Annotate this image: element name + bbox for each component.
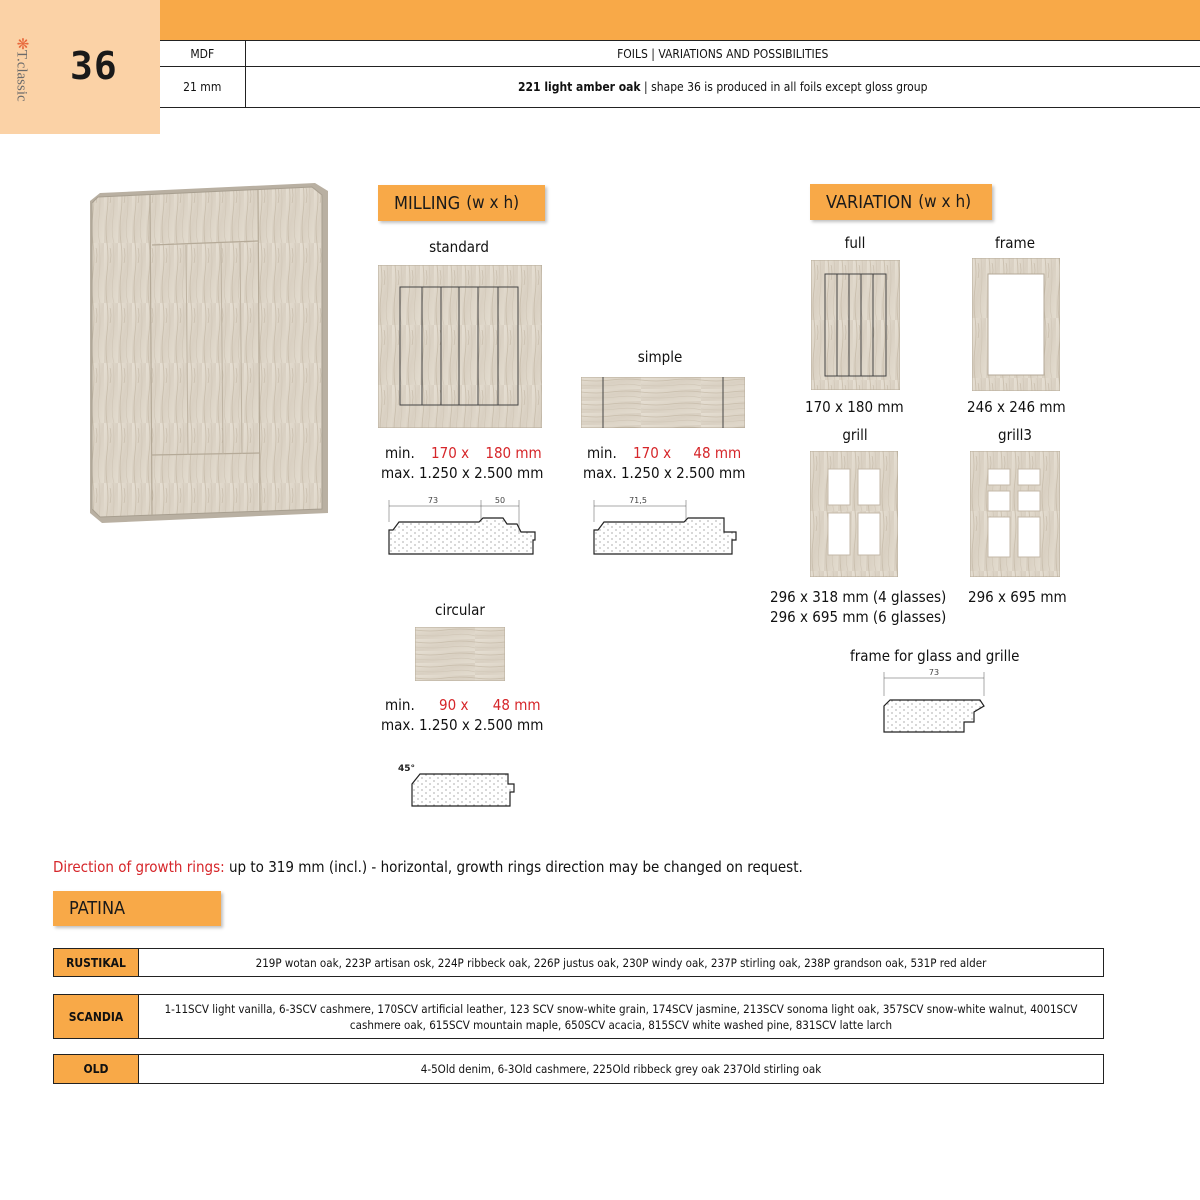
variation-title: VARIATION (826, 191, 913, 213)
shape-number: 36 (70, 44, 118, 88)
simple-min-h: 48 mm (693, 444, 742, 462)
standard-min (385, 444, 542, 462)
variation-badge (810, 184, 992, 220)
patina-title: PATINA (69, 898, 126, 919)
patina-group-scandia (53, 994, 1104, 1039)
circular-profile-diagram (396, 758, 518, 810)
col-material-header: MDF (160, 41, 245, 67)
standard-min-prefix: min. (385, 444, 415, 462)
thickness-value: 21 mm (160, 67, 245, 108)
patina-group-old (53, 1054, 1104, 1084)
spec-table (160, 40, 1200, 108)
grill-size-6: 296 x 695 mm (6 glasses) (770, 608, 947, 626)
patina-badge (53, 891, 221, 926)
growth-rings-text: up to 319 mm (incl.) - horizontal, growth rings direction may be changed on request. (224, 858, 803, 876)
simple-profile-diagram (590, 492, 740, 558)
grill-size-4: 296 x 318 mm (4 glasses) (770, 588, 947, 606)
circular-label: circular (435, 601, 485, 619)
patina-group-name: SCANDIA (54, 995, 139, 1038)
milling-title: MILLING (394, 192, 461, 214)
patina-group-list: 1-11SCV light vanilla, 6-3SCV cashmere, 170SCV artificial leather, 123 SCV snow-white grain, 174SCV jasmine, 213SCV sonoma light oak, 357SCV snow-white walnut, 4001SCV cashmere oak, 615SCV mountain maple, 650SCV acacia, 815SCV white washed pine, 831SCV latte larch (164, 1001, 1078, 1032)
full-door-image (811, 260, 900, 390)
main-door-image (90, 183, 328, 523)
grill3-size: 296 x 695 mm (968, 588, 1067, 606)
brand-logo: ❋T.classic (13, 37, 30, 102)
col-foils-header: FOILS | VARIATIONS AND POSSIBILITIES (245, 41, 1200, 67)
circular-min-h: 48 mm (492, 696, 541, 714)
foil-name: 221 light amber oak (518, 80, 641, 94)
growth-rings-label: Direction of growth rings: (53, 858, 225, 876)
header-bar (160, 0, 1200, 40)
standard-profile-diagram (385, 492, 545, 558)
milling-unit: (w x h) (466, 193, 520, 213)
full-size: 170 x 180 mm (805, 398, 904, 416)
grill3-door-image (970, 451, 1060, 577)
patina-group-name: RUSTIKAL (54, 949, 139, 976)
standard-door-image (378, 265, 542, 428)
standard-profile-dim-a: 73 (427, 496, 439, 505)
simple-min (587, 444, 741, 462)
circular-min-w: 90 x (439, 696, 469, 714)
foil-info (245, 67, 1200, 108)
simple-profile-dim-a: 71,5 (629, 496, 647, 505)
simple-door-image (581, 377, 745, 428)
foil-note: | shape 36 is produced in all foils except gloss group (640, 80, 928, 94)
frame-glass-label: frame for glass and grille (850, 647, 1020, 665)
standard-min-w: 170 x (431, 444, 470, 462)
full-label: full (844, 234, 866, 252)
circular-min-prefix: min. (385, 696, 415, 714)
grill-label: grill (842, 426, 868, 444)
patina-group-rustikal (53, 948, 1104, 977)
patina-group-list: 4-5Old denim, 6-3Old cashmere, 225Old ribbeck grey oak 237Old stirling oak (420, 1062, 822, 1076)
brand-name: T.classic (13, 49, 30, 102)
growth-rings-note (53, 858, 803, 876)
patina-group-list: 219P wotan oak, 223P artisan osk, 224P ribbeck oak, 226P justus oak, 230P windy oak, 237P stirling oak, 238P grandson oak, 531P red alder (255, 955, 987, 970)
variation-unit: (w x h) (918, 192, 972, 212)
grill3-label: grill3 (998, 426, 1032, 444)
frame-label: frame (994, 234, 1035, 252)
simple-min-w: 170 x (633, 444, 672, 462)
grill-door-image (810, 451, 898, 577)
standard-profile-dim-b: 50 (494, 496, 506, 505)
standard-max: max. 1.250 x 2.500 mm (381, 464, 544, 482)
frame-glass-profile-dim: 73 (928, 668, 940, 677)
frame-glass-profile-diagram (878, 666, 990, 738)
milling-badge (378, 185, 545, 221)
simple-label: simple (637, 348, 683, 366)
frame-door-image (972, 258, 1060, 391)
circular-min (385, 696, 541, 714)
circular-door-image (415, 627, 505, 681)
standard-min-h: 180 mm (485, 444, 542, 462)
simple-min-prefix: min. (587, 444, 617, 462)
circular-max: max. 1.250 x 2.500 mm (381, 716, 544, 734)
patina-group-name: OLD (54, 1055, 139, 1083)
circular-profile-angle: 45° (398, 764, 416, 774)
simple-max: max. 1.250 x 2.500 mm (583, 464, 746, 482)
frame-size: 246 x 246 mm (967, 398, 1066, 416)
standard-label: standard (429, 238, 489, 256)
